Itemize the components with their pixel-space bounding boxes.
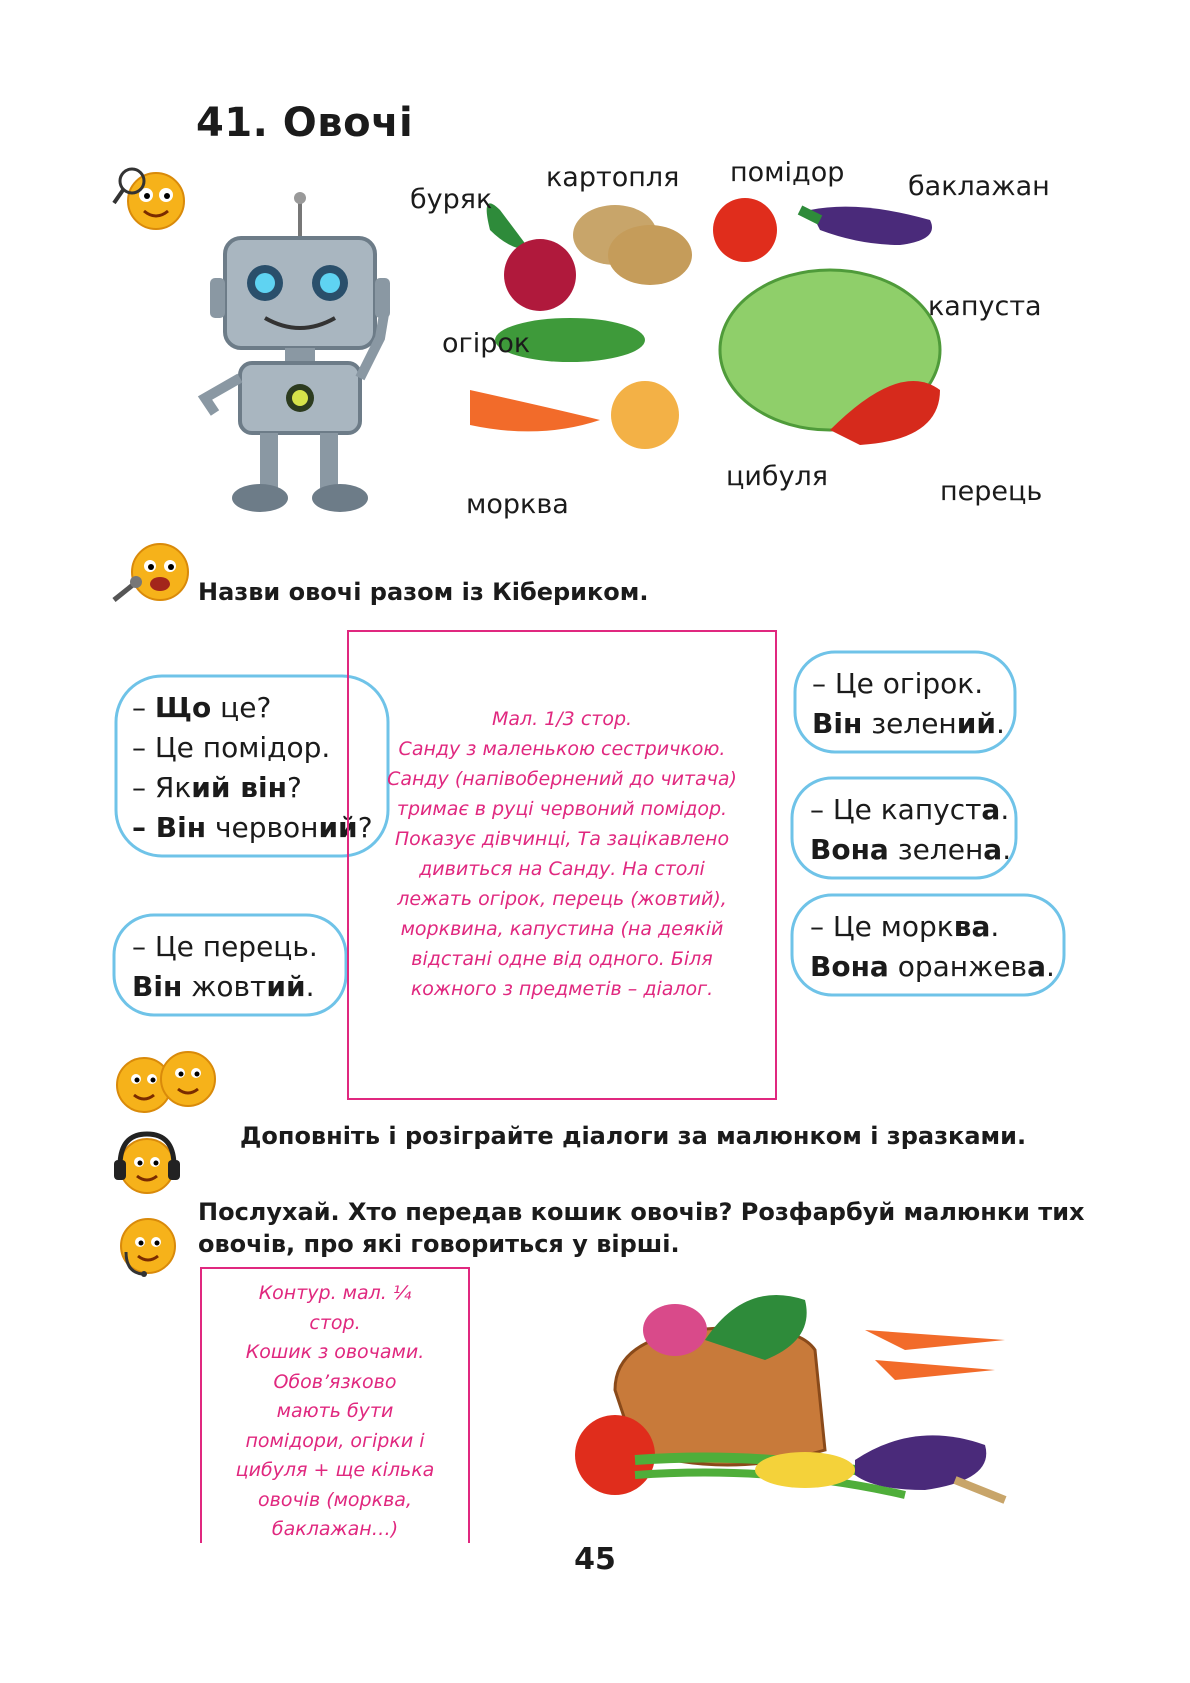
dialog-carrot <box>796 899 1069 995</box>
task-name-vegetables: Назви овочі разом із Кібериком. <box>198 578 649 606</box>
dialog-line: Вона зелена. <box>810 833 1012 866</box>
dialog-line: Він зелений. <box>812 707 1005 740</box>
contour-placeholder-note <box>200 1267 470 1543</box>
label-beet: буряк <box>410 184 493 215</box>
note-text: Контур. мал. ¼ стор. Кошик з овочами. Обов’язково мають бути помідори, огірки і цибуля + ще кілька овочів (морква, баклажан…) <box>235 1282 435 1540</box>
dialog-pepper <box>118 919 332 1015</box>
dialog-line: – Він червоний? <box>132 811 373 844</box>
page-title: 41. Овочі <box>196 100 414 146</box>
dialog-line: – Який він? <box>132 771 302 804</box>
label-potato: картопля <box>546 162 680 193</box>
label-carrot: морква <box>466 489 569 520</box>
dialog-cucumber <box>798 656 1019 752</box>
task-listen: Послухай. Хто передав кошик овочів? Розфарбуй малюнки тих овочів, про які говориться у вірші. <box>198 1198 1085 1258</box>
dialog-line: – Це перець. <box>132 930 318 963</box>
label-eggplant: баклажан <box>908 171 1050 202</box>
dialog-line: Вона оранжева. <box>810 950 1055 983</box>
label-cucumber: огірок <box>442 328 531 359</box>
vegetable-basket-illustration <box>575 1280 1045 1530</box>
note-text: Мал. 1/3 стор. Санду з маленькою сестричкою. Санду (напівобернений до читача) тримає в руці червоний помідор. Показує дівчинці, Та зацікавлено дивиться на Санду. На столі лежать огірок, перець (жовтий), морквина, капустина (на деякій відстані одне від одного. Біля кожного з предметів – діалог. <box>387 708 737 1000</box>
label-tomato: помідор <box>730 157 845 188</box>
task-dialogs: Доповніть і розіграйте діалоги за малюнком і зразками. <box>240 1122 1027 1150</box>
label-onion: цибуля <box>726 461 829 492</box>
illustration-placeholder-note <box>347 630 777 1100</box>
dialog-line: – Що це? <box>132 691 272 724</box>
dialog-line: – Це морква. <box>810 910 1000 943</box>
page-number: 45 <box>574 1542 616 1577</box>
label-pepper: перець <box>940 476 1043 507</box>
dialog-line: – Це огірок. <box>812 667 984 700</box>
dialog-cabbage <box>796 782 1025 878</box>
label-cabbage: капуста <box>928 291 1042 322</box>
dialog-line: – Це помідор. <box>132 731 331 764</box>
dialog-line: – Це капуста. <box>810 793 1010 826</box>
dialog-line: Він жовтий. <box>132 970 315 1003</box>
